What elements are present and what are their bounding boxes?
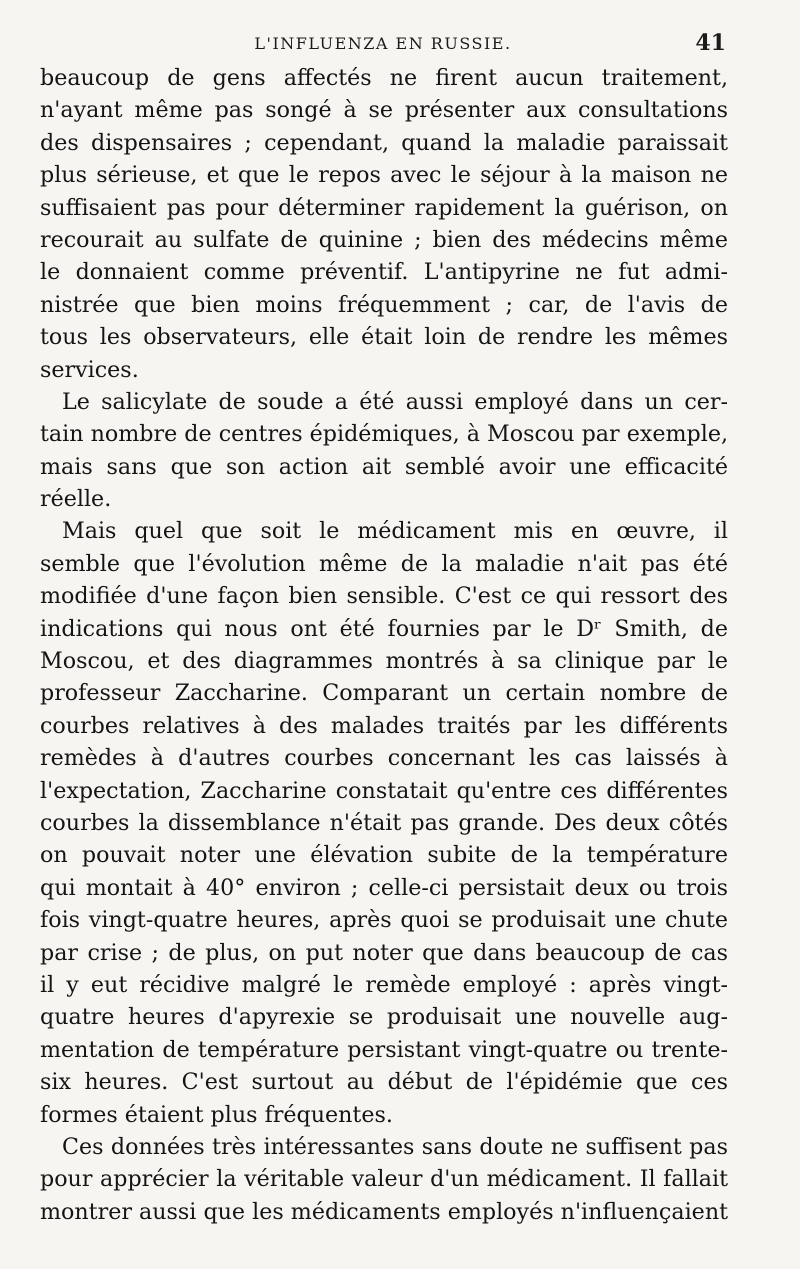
paragraph	[40, 515, 728, 1130]
text-line: beaucoup de gens affectés ne firent aucun traitement,	[40, 65, 728, 91]
text-line: mentation de température persistant vingt-quatre ou trente-	[40, 1036, 728, 1063]
text-line: modifiée d'une façon bien sensible. C'est ce qui ressort des	[40, 583, 728, 610]
text-line: réelle.	[40, 486, 112, 513]
text-line: fois vingt-quatre heures, après quoi se produisait une chute	[40, 907, 728, 934]
text-line: indications qui nous ont été fournies par le Dʳ Smith, de	[40, 615, 728, 642]
text-line: Moscou, et des diagrammes montrés à sa clinique par le	[40, 648, 728, 675]
text-line: Mais quel que soit le médicament mis en œuvre, il	[62, 518, 728, 545]
page-header	[40, 30, 726, 60]
text-line: tous les observateurs, elle était loin de rendre les mêmes	[40, 324, 728, 351]
text-line: remèdes à d'autres courbes concernant les cas laissés à	[40, 745, 728, 772]
paragraph	[40, 1131, 728, 1228]
paragraph	[40, 386, 728, 516]
text-line: semble que l'évolution même de la maladie n'ait pas été	[40, 550, 728, 577]
text-line: suffisaient pas pour déterminer rapidement la guérison, on	[40, 194, 728, 221]
text-line: quatre heures d'apyrexie se produisait une nouvelle aug-	[40, 1004, 728, 1031]
text-line: formes étaient plus fréquentes.	[40, 1101, 393, 1128]
text-line: nistrée que bien moins fréquemment ; car, de l'avis de	[40, 291, 728, 318]
text-line: services.	[40, 356, 139, 383]
text-line: Le salicylate de soude a été aussi employé dans un cer-	[62, 388, 728, 415]
text-line: il y eut récidive malgré le remède employé : après vingt-	[40, 971, 728, 998]
text-line: le donnaient comme préventif. L'antipyrine ne fut admi-	[40, 259, 728, 286]
text-line: on pouvait noter une élévation subite de la température	[40, 842, 728, 869]
text-line: mais sans que son action ait semblé avoir une efficacité	[40, 453, 728, 480]
text-line: des dispensaires ; cependant, quand la maladie paraissait	[40, 129, 728, 156]
text-line: courbes la dissemblance n'était pas grande. Des deux côtés	[40, 809, 728, 836]
page-number: 41	[695, 30, 726, 56]
text-line: professeur Zaccharine. Comparant un certain nombre de	[40, 680, 728, 707]
text-line: par crise ; de plus, on put noter que dans beaucoup de cas	[40, 939, 728, 966]
text-line: six heures. C'est surtout au début de l'épidémie que ces	[40, 1069, 728, 1096]
text-line: montrer aussi que les médicaments employés n'influençaient	[40, 1198, 729, 1225]
text-line: Ces données très intéressantes sans doute ne suffisent pas	[62, 1133, 728, 1160]
text-line: tain nombre de centres épidémiques, à Moscou par exemple,	[40, 421, 728, 448]
text-line: n'ayant même pas songé à se présenter aux consultations	[40, 97, 728, 124]
text-line: recourait au sulfate de quinine ; bien des médecins même	[40, 226, 728, 253]
text-line: qui montait à 40° environ ; celle-ci persistait deux ou trois	[40, 874, 728, 901]
text-line: courbes relatives à des malades traités par les différents	[40, 712, 728, 739]
text-line: plus sérieuse, et que le repos avec le séjour à la maison ne	[40, 162, 728, 189]
body-text	[40, 62, 728, 1228]
running-title: L'INFLUENZA EN RUSSIE.	[254, 34, 512, 53]
paragraph	[40, 62, 728, 386]
text-line: pour apprécier la véritable valeur d'un médicament. Il fallait	[40, 1166, 728, 1193]
text-line: l'expectation, Zaccharine constatait qu'entre ces différentes	[40, 777, 728, 804]
